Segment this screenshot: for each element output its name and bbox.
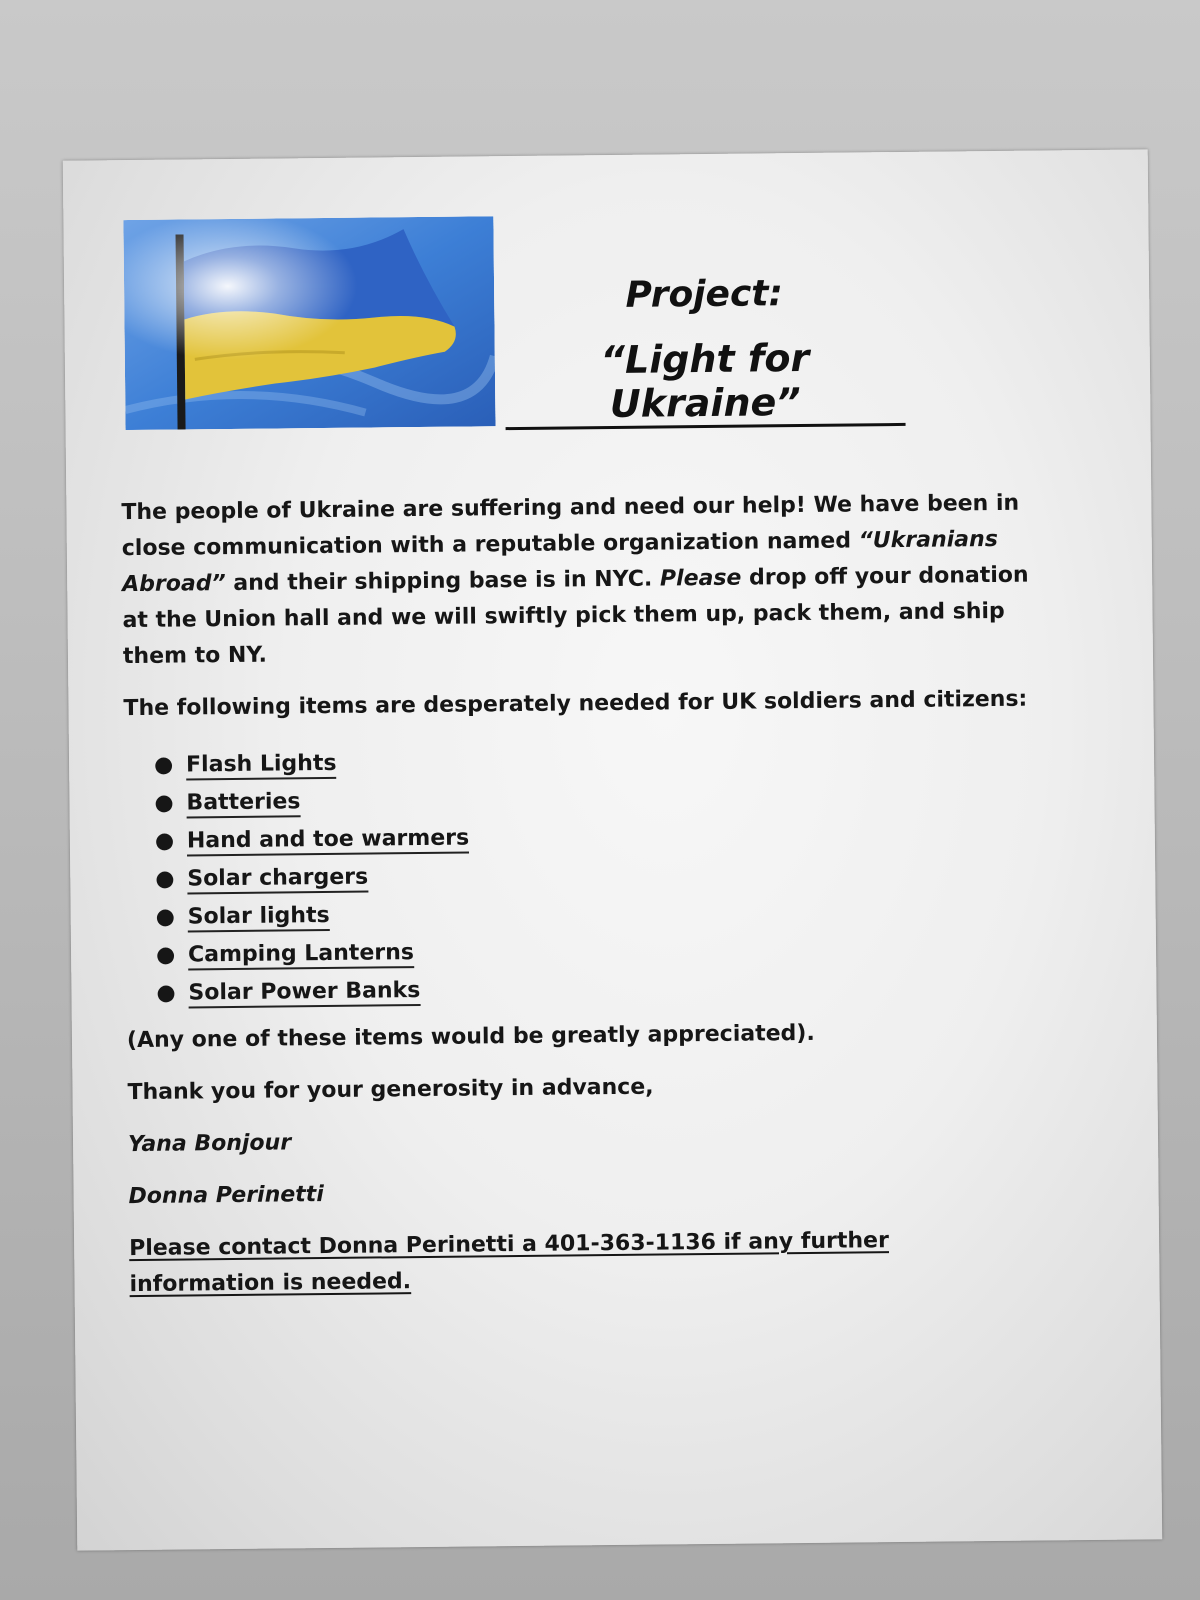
title-name: “Light for Ukraine”: [505, 335, 906, 430]
intro-part2: and their shipping base is in NYC.: [225, 566, 661, 597]
item-text: Hand and toe warmers: [187, 826, 470, 857]
item-text: Flash Lights: [186, 751, 337, 781]
intro-part1: The people of Ukraine are suffering and need our help! We have been in close communication with a reputable organization named: [121, 490, 1020, 562]
thanks-line: Thank you for your generosity in advance,: [127, 1074, 654, 1106]
bullet-icon: ●: [153, 752, 174, 778]
title-project: Project:: [625, 273, 784, 316]
item-text: Solar Power Banks: [188, 978, 420, 1008]
bullet-icon: ●: [156, 980, 176, 1006]
item-text: Solar chargers: [187, 865, 368, 895]
needed-items-list: [124, 738, 1037, 1014]
bullet-icon: ●: [154, 790, 174, 816]
intro-paragraph: [121, 486, 1033, 676]
item-text: Camping Lanterns: [188, 940, 414, 970]
bullet-icon: ●: [155, 942, 176, 968]
item-text: Solar lights: [188, 903, 330, 932]
needed-intro: The following items are desperately needed for UK soldiers and citizens:: [123, 686, 1028, 722]
signature-donna: Donna Perinetti: [128, 1182, 324, 1210]
document-body: [121, 486, 1040, 1319]
appreciation-note: (Any one of these items would be greatly appreciated).: [126, 1020, 815, 1054]
flag-icon: [123, 216, 495, 430]
intro-part3: drop off your donation at the Union hall and we will swiftly pick them up, pack them, and ship them to NY.: [122, 562, 1029, 670]
bullet-icon: ●: [154, 828, 175, 854]
document-page: [63, 149, 1162, 1550]
intro-please: Please: [659, 565, 742, 592]
item-text: Batteries: [186, 789, 300, 818]
bullet-icon: ●: [155, 866, 175, 892]
title-block: [504, 272, 906, 430]
signature-yana: Yana Bonjour: [127, 1130, 292, 1158]
ukraine-flag-image: [123, 216, 495, 430]
org-name: “Ukranians Abroad”: [122, 526, 998, 598]
bullet-icon: ●: [155, 904, 176, 930]
list-item: [156, 966, 1036, 1013]
contact-line: Please contact Donna Perinetti a 401-363-1136 if any further information is needed.: [129, 1228, 890, 1298]
